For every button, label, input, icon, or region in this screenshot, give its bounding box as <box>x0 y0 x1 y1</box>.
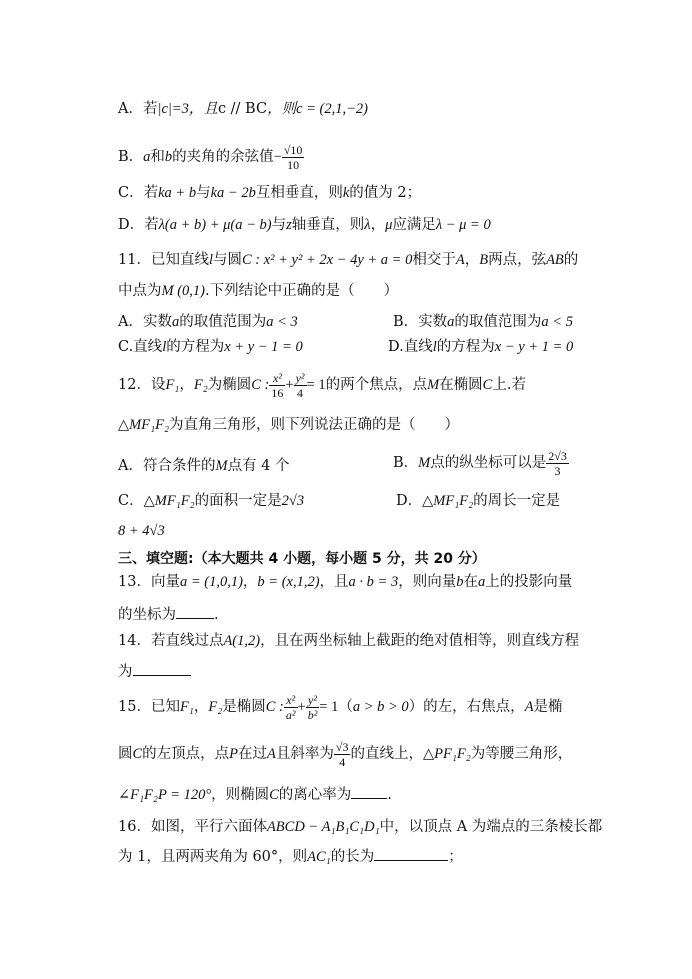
text: 在过 <box>238 746 268 762</box>
text: C． <box>118 493 144 509</box>
math: C : x² + y² + 2x − 4y + a = 0 <box>241 252 413 268</box>
text: 上的投影向量 <box>485 574 573 590</box>
text: 的取值范围为 <box>454 314 542 330</box>
text: 的直线上， <box>350 746 423 762</box>
fraction-denominator: 10 <box>287 157 300 172</box>
fraction <box>546 449 569 478</box>
fraction-numerator: y² <box>306 693 320 708</box>
math: b <box>164 149 173 165</box>
math: a = (1,0,1) <box>179 574 243 590</box>
text: 互相垂直，则 <box>255 185 343 201</box>
option-10c <box>118 182 421 204</box>
text: 圆 <box>118 746 133 762</box>
math: △MF₁F₂ <box>143 493 195 509</box>
text: 在椭圆 <box>439 377 483 393</box>
text: 与 <box>271 217 287 233</box>
math: M <box>427 377 440 393</box>
fraction <box>334 740 351 769</box>
text: 11．已知直线 <box>118 252 209 268</box>
math: a <box>447 314 455 330</box>
answer-blank[interactable] <box>374 846 448 861</box>
question-11-line-1 <box>118 249 578 271</box>
text: ，且在两坐标轴上截距的绝对值相等，则直线方程 <box>260 633 580 649</box>
math: C <box>269 787 279 803</box>
math: k <box>342 185 350 201</box>
math: μ <box>385 217 393 233</box>
text: 15．已知 <box>118 699 180 715</box>
math: A <box>267 746 276 762</box>
text: 的值为 2； <box>349 185 422 201</box>
text: 与圆 <box>212 252 242 268</box>
math: △PF₁F₂ <box>422 746 471 762</box>
math: C <box>132 746 143 762</box>
question-12-option-a <box>118 455 290 477</box>
text: 的离心率为 <box>278 787 352 803</box>
math: = 1 <box>319 699 339 715</box>
math: l <box>162 339 167 355</box>
question-16-line-1 <box>118 816 602 838</box>
fraction <box>269 371 285 400</box>
math: a <box>143 149 151 165</box>
math: M <box>215 458 228 474</box>
math: λ <box>364 217 371 233</box>
text: 的两个焦点，点 <box>325 377 428 393</box>
option-label: C．若 <box>118 185 159 201</box>
fraction-denominator: 4 <box>339 754 346 769</box>
text: 的方程为 <box>436 339 495 355</box>
text: 12．设 <box>118 377 166 393</box>
math: ABCD − A₁B₁C₁D₁ <box>266 819 380 835</box>
math: F₁ <box>165 377 180 393</box>
math: ka + b <box>158 185 197 201</box>
math: B <box>479 252 489 268</box>
text: . <box>214 607 219 623</box>
text: 是椭 <box>533 699 563 715</box>
math: a · b = 3 <box>348 574 399 590</box>
math: △MF₁F₂ <box>422 493 474 509</box>
question-12-option-b <box>393 446 569 480</box>
math: ka − 2b <box>210 185 256 201</box>
answer-blank[interactable] <box>133 661 191 676</box>
fraction <box>306 693 320 722</box>
math: ，则 <box>267 101 297 117</box>
text: B． <box>393 455 419 471</box>
fraction-denominator: b² <box>307 707 318 722</box>
text: 在 <box>463 574 478 590</box>
fraction-denominator: 3 <box>554 463 561 478</box>
text: ， <box>193 699 209 715</box>
text: ，则椭圆 <box>211 787 270 803</box>
text: 是椭圆 <box>222 699 266 715</box>
text: 16．如图，平行六面体 <box>118 819 267 835</box>
text: 为等腰三角形， <box>470 746 573 762</box>
math: A <box>524 699 534 715</box>
math: AB <box>546 252 564 268</box>
text: 14．若直线过点 <box>118 633 224 649</box>
question-11-line-2 <box>118 280 398 302</box>
text: 的 <box>563 252 579 268</box>
question-12-option-d-continued <box>118 520 165 542</box>
math: x − y + 1 = 0 <box>494 339 574 355</box>
math: b = (x,1,2) <box>257 574 320 590</box>
math: a > b > 0 <box>352 699 409 715</box>
math: − <box>273 149 282 165</box>
text: D． <box>396 493 423 509</box>
question-11-option-b <box>393 311 573 333</box>
text: ， <box>370 217 386 233</box>
math: ∠F₁F₂P = 120° <box>118 787 212 803</box>
math: x + y − 1 = 0 <box>224 339 303 355</box>
question-16-line-2 <box>118 846 463 868</box>
text: C.直线 <box>118 339 163 355</box>
text: A．实数 <box>118 314 172 330</box>
fraction-denominator: a² <box>285 707 296 722</box>
math: + <box>285 377 294 393</box>
text: 为 <box>118 664 133 680</box>
math: F₁ <box>179 699 194 715</box>
fraction <box>282 143 305 172</box>
question-11-option-d <box>388 336 573 358</box>
text: 中点为 <box>118 283 162 299</box>
text: 两点，弦 <box>488 252 547 268</box>
text: 的坐标为 <box>118 607 176 623</box>
text: ，则向量 <box>398 574 457 590</box>
text: 的左顶点，点 <box>142 746 230 762</box>
math: C <box>482 377 493 393</box>
math: = 1 <box>306 377 326 393</box>
math: a < 5 <box>541 314 573 330</box>
text: 相交于 <box>412 252 456 268</box>
math: a <box>477 574 486 590</box>
text: 中，以顶点 A 为端点的三条棱长都 <box>379 819 603 835</box>
text: 上.若 <box>492 377 526 393</box>
question-14-line-1 <box>118 630 579 652</box>
math: A(1,2) <box>223 633 261 649</box>
text: 的周长一定是 <box>473 493 561 509</box>
fraction-numerator: √3 <box>335 739 349 754</box>
math: F₂ <box>193 377 208 393</box>
question-15-line-1 <box>118 690 563 724</box>
option-label: B． <box>118 149 144 165</box>
math: 2√3 <box>281 493 305 509</box>
question-12-line-1 <box>118 368 526 402</box>
text: ， <box>464 252 480 268</box>
question-12-option-d <box>396 490 560 512</box>
math: M (0,1) <box>161 283 205 299</box>
answer-blank[interactable] <box>176 604 214 619</box>
text: 为直角三角形，则下列说法正确的是（ ） <box>169 417 460 433</box>
fraction-numerator: x² <box>284 693 298 708</box>
question-11-option-c <box>118 336 303 358</box>
text: ， <box>242 574 258 590</box>
question-13-line-2 <box>118 604 219 626</box>
math: λ(a + b) + μ(a − b) <box>158 217 272 233</box>
math: C : <box>265 699 284 715</box>
fraction-numerator: 2√3 <box>548 448 567 463</box>
text: 的方程为 <box>166 339 225 355</box>
fraction-numerator: x² <box>269 371 285 386</box>
question-12-line-2 <box>118 414 459 436</box>
math: + <box>297 699 306 715</box>
text: ， <box>179 377 194 393</box>
math: l <box>208 252 213 268</box>
option-label: A．若 <box>118 101 158 117</box>
text: A．符合条件的 <box>118 458 216 474</box>
text: 的长为 <box>330 849 375 865</box>
text: 的面积一定是 <box>194 493 282 509</box>
math: a < 3 <box>266 314 298 330</box>
text: c // BC <box>217 101 268 117</box>
math: c = (2,1,−2) <box>296 101 368 117</box>
question-14-line-2 <box>118 661 191 683</box>
math: △MF₁F₂ <box>118 417 170 433</box>
text: 且斜率为 <box>275 746 334 762</box>
section-heading: 三、填空题:（本大题共 4 小题，每小题 5 分，共 20 分） <box>118 551 486 567</box>
option-10b <box>118 140 304 174</box>
text: 轴垂直，则 <box>291 217 365 233</box>
math: 8 + 4√3 <box>118 523 165 539</box>
math: A <box>455 252 465 268</box>
math: P <box>229 746 239 762</box>
text: 应满足 <box>392 217 436 233</box>
text: 和 <box>150 149 165 165</box>
question-15-line-2 <box>118 737 572 771</box>
fraction <box>284 693 298 722</box>
text: B．实数 <box>393 314 448 330</box>
text: ，且 <box>319 574 349 590</box>
math: a <box>171 314 180 330</box>
math: M <box>418 455 431 471</box>
text: . <box>387 787 392 803</box>
text: ； <box>448 849 463 865</box>
math: AC₁ <box>307 849 331 865</box>
math: b <box>456 574 464 590</box>
text: D.直线 <box>388 339 433 355</box>
text: ）的左，右焦点， <box>408 699 525 715</box>
option-10d <box>118 214 491 236</box>
question-11-option-a <box>118 311 298 333</box>
question-15-line-3 <box>118 784 392 806</box>
text: 为椭圆 <box>207 377 252 393</box>
text: .下列结论中正确的是（ ） <box>205 283 399 299</box>
question-13-line-1 <box>118 571 572 593</box>
text: 的夹角的余弦值 <box>172 149 274 165</box>
math: |c|=3，且 <box>157 101 218 117</box>
option-label: D．若 <box>118 217 159 233</box>
math: λ − μ = 0 <box>435 217 491 233</box>
text: 13．向量 <box>118 574 180 590</box>
text: 与 <box>196 185 211 201</box>
answer-blank[interactable] <box>351 784 387 799</box>
fraction-denominator: 4 <box>297 385 304 400</box>
math: z <box>286 217 292 233</box>
math: C : <box>251 377 270 393</box>
fraction-numerator: √10 <box>283 142 303 157</box>
fraction <box>294 371 307 400</box>
math: F₂ <box>208 699 223 715</box>
text: 点的纵坐标可以是 <box>430 455 547 471</box>
fraction-denominator: 16 <box>271 385 284 400</box>
math: l <box>432 339 437 355</box>
option-10a <box>118 98 368 120</box>
text: 的取值范围为 <box>179 314 267 330</box>
text: （ <box>338 699 353 715</box>
text: 为 1，且两两夹角为 60°，则 <box>118 849 308 865</box>
question-12-option-c <box>118 490 304 512</box>
fraction-numerator: y² <box>295 370 305 385</box>
text: 点有 4 个 <box>227 458 290 474</box>
